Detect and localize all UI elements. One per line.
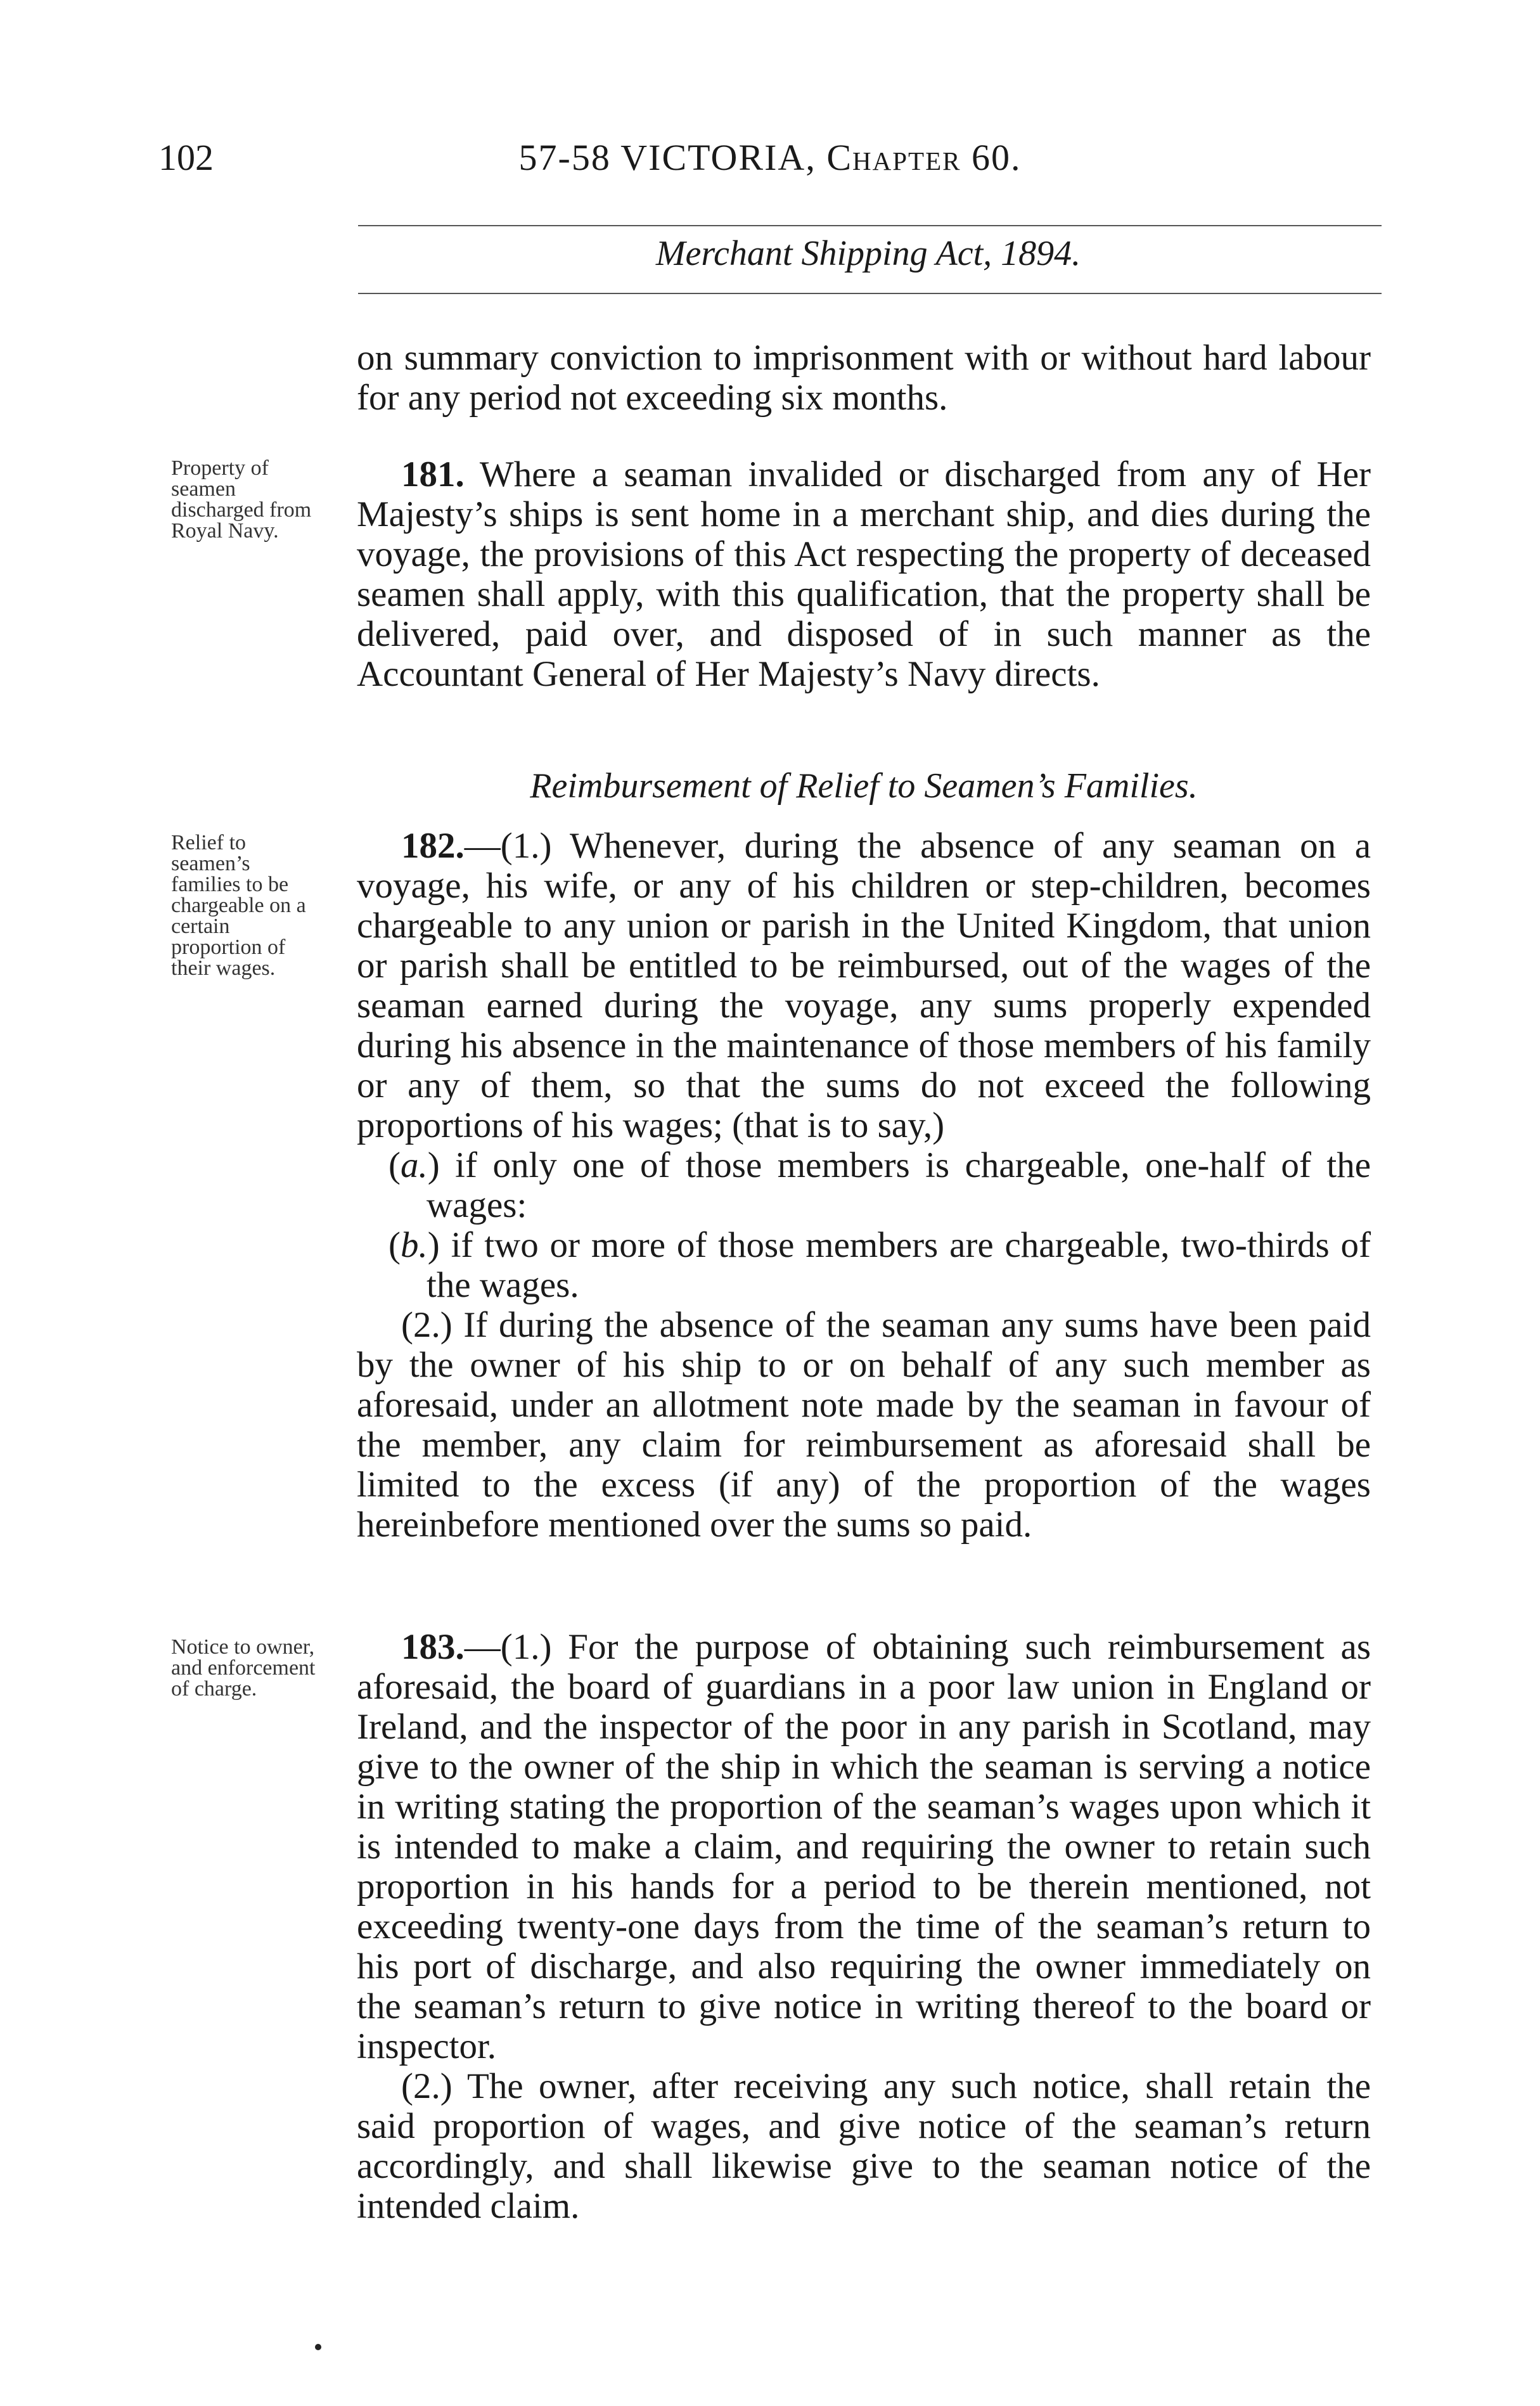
section-182	[357, 826, 1371, 1545]
margin-note-182: Relief to seamen’s families to be chargeable on a certain proportion of their wages.	[171, 831, 306, 980]
item-b-text: if two or more of those members are chargeable, two-thirds of the wages.	[427, 1225, 1371, 1305]
stray-mark	[315, 2344, 321, 2350]
act-subtitle: Merchant Shipping Act, 1894.	[655, 234, 1081, 273]
section-number-183: 183.	[401, 1627, 465, 1667]
item-a-label: a.	[400, 1145, 428, 1185]
intro-paragraph: on summary conviction to imprisonment with or without hard labour for any period not exceeding six months.	[357, 338, 1371, 418]
section-182-sub1: —(1.) Whenever, during the absence of any seaman on a voyage, his wife, or any of his children or step-children, becomes chargeable to any union or parish in the United Kingdom, that union or parish shall be entitled to be reimbursed, out of the wages of the seaman earned during the voyage, any sums properly expended during his absence in the maintenance of those members of his family or any of them, so that the sums do not exceed the following proportions of his wages; (that is to say,)	[357, 826, 1371, 1145]
list-item-b: (b.) if two or more of those members are chargeable, two-thirds of the wages.	[388, 1225, 1371, 1305]
section-182-sub2: (2.) If during the absence of the seaman any sums have been paid by the owner of his ship to or on behalf of any such member as aforesaid, under an allotment note made by the seaman in favour of the member, any claim for reimbursement as aforesaid shall be limited to the excess (if any) of the proportion of the wages hereinbefore mentioned over the sums so paid.	[357, 1305, 1371, 1545]
page-number: 102	[158, 137, 214, 178]
margin-note-181: Property of seamen discharged from Royal Navy.	[171, 456, 312, 543]
section-number-182: 182.	[401, 826, 465, 866]
item-a-text: if only one of those members is chargeable, one-half of the wages:	[427, 1145, 1371, 1225]
margin-note-183: Notice to owner, and enforcement of charge.	[171, 1635, 316, 1701]
running-title-chapter: Chapter 60.	[826, 137, 1022, 178]
page-header	[158, 136, 1382, 187]
running-title	[158, 136, 1382, 179]
header-rule-top	[358, 225, 1382, 226]
section-183-sub2: (2.) The owner, after receiving any such notice, shall retain the said proportion of wages, and give notice of the seaman’s return accordingly, and shall likewise give to the seaman notice of the intended claim.	[357, 2066, 1371, 2226]
item-b-label: b.	[400, 1225, 428, 1265]
section-181-text: Where a seaman invalided or discharged from any of Her Majesty’s ships is sent home in a merchant ship, and dies during the voyage, the provisions of this Act respecting the property of deceased seamen shall apply, with this qualification, that the property shall be delivered, paid over, and disposed of in such manner as the Accountant General of Her Majesty’s Navy directs.	[357, 454, 1371, 694]
running-title-main: 57-58 VICTORIA,	[518, 137, 827, 178]
section-181	[357, 454, 1371, 694]
section-183-sub1: —(1.) For the purpose of obtaining such reimbursement as aforesaid, the board of guardians in a poor law union in England or Ireland, and the inspector of the poor in any parish in Scotland, may give to the owner of the ship in which the seaman is serving a notice in writing stating the proportion of the seaman’s wages upon which it is intended to make a claim, and requiring the owner to retain such proportion in his hands for a period to be therein mentioned, not exceeding twenty-one days from the time of the seaman’s return to his port of discharge, and also requiring the owner immediately on the seaman’s return to give notice in writing thereof to the board or inspector.	[357, 1627, 1371, 2066]
header-rule-bottom	[358, 293, 1382, 294]
section-183	[357, 1627, 1371, 2226]
heading-reimbursement: Reimbursement of Relief to Seamen’s Families.	[530, 766, 1198, 806]
section-number-181: 181.	[401, 454, 465, 494]
list-item-a: (a.) if only one of those members is chargeable, one-half of the wages:	[388, 1145, 1371, 1225]
